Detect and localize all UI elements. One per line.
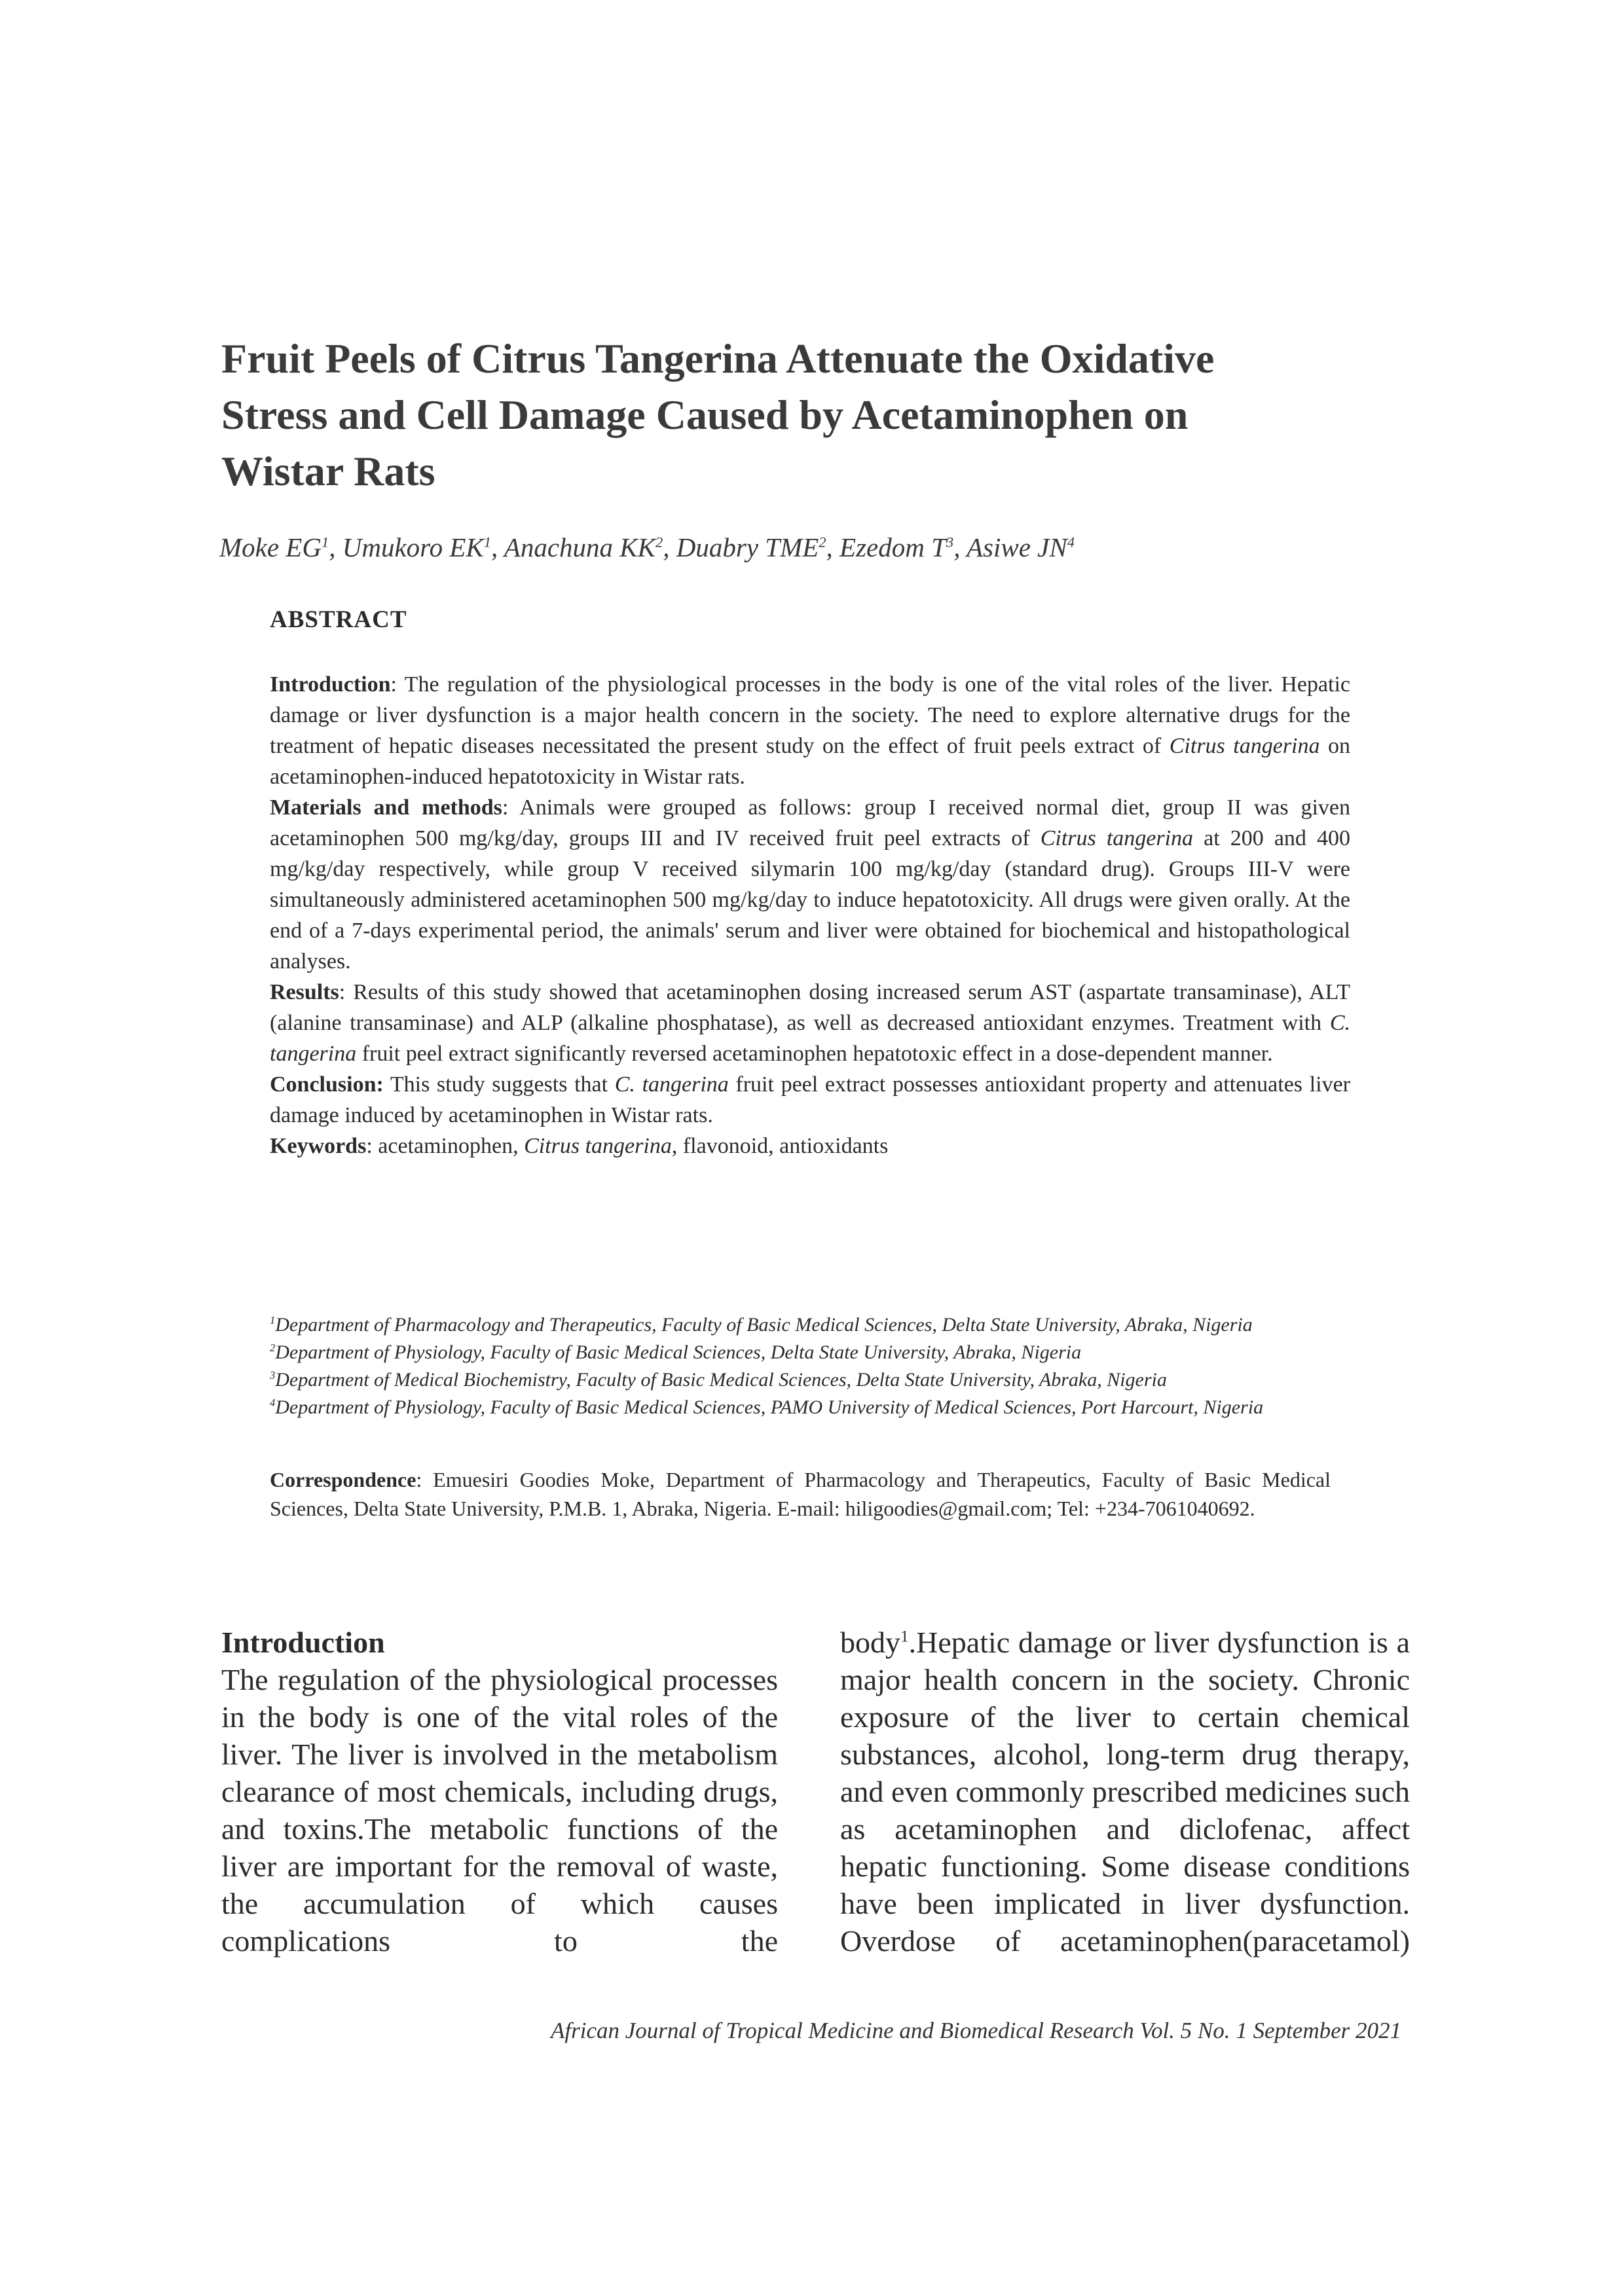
affiliation-mark: 1	[270, 1314, 276, 1326]
author-separator: ,	[663, 532, 676, 562]
author-separator: ,	[953, 532, 967, 562]
abstract-text: : Results of this study showed that acetaminophen dosing increased serum AST (aspartate transaminase), ALT (alanine transaminase) and ALP (alkaline phosphatase), as well as decreased antioxidant enzymes. Treatment with	[270, 980, 1350, 1035]
abstract-text: : The regulation of the physiological processes in the body is one of the vital roles of the liver. Hepatic damage or liver dysfunction is a major health concern in the society. The need to explore alternative drugs for the treatment of hepatic diseases necessitated the present study on the effect of fruit peels extract of	[270, 672, 1350, 758]
abstract-heading: ABSTRACT	[270, 606, 407, 633]
author-affiliation-mark: 3	[946, 534, 954, 551]
affiliation-text: Department of Pharmacology and Therapeutics, Faculty of Basic Medical Sciences, Delta State University, Abraka, Nigeria	[275, 1314, 1253, 1336]
affiliation-mark: 4	[270, 1396, 276, 1409]
body-text: .Hepatic damage or liver dysfunction is a major health concern in the society. Chronic exposure of the liver to certain chemical substances, alcohol, long-term drug therapy, and even commonly prescribed medicines such as acetaminophen and diclofenac, affect hepatic functioning. Some disease conditions have been implicated in liver dysfunction. Overdose of acetaminophen(paracetamol)	[840, 1626, 1410, 1958]
species-name: Citrus tangerina	[1040, 826, 1194, 850]
abstract-keywords	[270, 1131, 1350, 1161]
author-affiliation-mark: 2	[819, 534, 826, 551]
author-name: Duabry TME	[676, 532, 819, 562]
author-affiliation-mark: 2	[655, 534, 663, 551]
body-column-left	[221, 1624, 778, 1959]
author-name: Anachuna KK	[504, 532, 655, 562]
section-label: Keywords	[270, 1134, 367, 1158]
affiliation-mark: 2	[270, 1341, 276, 1354]
species-name: Citrus tangerina	[524, 1134, 672, 1158]
abstract-text: : Animals were grouped as follows: group I received normal diet, group II was given acetaminophen 500 mg/kg/day, groups III and IV received fruit peel extracts of	[270, 795, 1350, 850]
author-affiliation-mark: 1	[321, 534, 329, 551]
author-name: Umukoro EK	[342, 532, 484, 562]
author-separator: ,	[491, 532, 504, 562]
keywords-text: , flavonoid, antioxidants	[671, 1134, 889, 1158]
body-column-right	[840, 1624, 1410, 1959]
affiliation-text: Department of Physiology, Faculty of Basic Medical Sciences, PAMO University of Medical Sciences, Port Harcourt, Nigeria	[275, 1396, 1264, 1418]
abstract-results	[270, 977, 1350, 1069]
abstract-conclusion	[270, 1069, 1350, 1131]
correspondence-label: Correspondence	[270, 1468, 416, 1491]
abstract-text: fruit peel extract significantly reversed acetaminophen hepatotoxic effect in a dose-dependent manner.	[356, 1042, 1273, 1066]
article-title	[221, 331, 1433, 500]
section-label: Introduction	[270, 672, 391, 697]
abstract-body	[270, 669, 1350, 1161]
species-name: Citrus tangerina	[1169, 734, 1320, 758]
keywords-text: : acetaminophen,	[366, 1134, 525, 1158]
section-heading-introduction: Introduction	[221, 1626, 385, 1659]
abstract-text: fruit peel extract possesses antioxidant property and attenuates liver damage induced by acetaminophen in Wistar rats.	[270, 1072, 1350, 1127]
affiliation-item	[270, 1366, 1383, 1394]
body-paragraph: The regulation of the physiological processes in the body is one of the vital roles of the liver. The liver is involved in the metabolism clearance of most chemicals, including drugs, and toxins.The metabolic functions of the liver are important for the removal of waste, the accumulation of which causes complications to the	[221, 1663, 778, 1958]
author-separator: ,	[329, 532, 342, 562]
section-label: Conclusion:	[270, 1072, 384, 1097]
author-name: Asiwe JN	[966, 532, 1067, 562]
section-label: Results	[270, 980, 339, 1004]
body-text: body	[840, 1626, 900, 1659]
journal-footer: African Journal of Tropical Medicine and Biomedical Research Vol. 5 No. 1 September 2021	[551, 2018, 1401, 2043]
author-name: Moke EG	[219, 532, 322, 562]
species-name: C. tangerina	[270, 1011, 1350, 1066]
author-list	[219, 532, 1075, 563]
abstract-text: on acetaminophen-induced hepatotoxicity in Wistar rats.	[270, 734, 1350, 789]
author-affiliation-mark: 1	[483, 534, 492, 551]
author-name: Ezedom T	[840, 532, 946, 562]
section-label: Materials and methods	[270, 795, 502, 820]
correspondence-block	[270, 1465, 1331, 1523]
title-line: Stress and Cell Damage Caused by Acetaminophen on	[221, 392, 1189, 438]
abstract-methods	[270, 792, 1350, 977]
abstract-introduction	[270, 669, 1350, 792]
title-line: Wistar Rats	[221, 448, 435, 494]
abstract-text: This study suggests that	[383, 1072, 615, 1097]
affiliation-mark: 3	[270, 1369, 276, 1381]
affiliation-item	[270, 1311, 1383, 1339]
author-separator: ,	[826, 532, 840, 562]
citation-mark: 1	[900, 1627, 909, 1646]
author-affiliation-mark: 4	[1067, 534, 1075, 551]
correspondence-text: : Emuesiri Goodies Moke, Department of Pharmacology and Therapeutics, Faculty of Basic Medical Sciences, Delta State University, P.M.B. 1, Abraka, Nigeria. E-mail: hiligoodies@gmail.com; Tel: +234-7061040692.	[270, 1468, 1331, 1520]
body-paragraph	[840, 1624, 1410, 1959]
abstract-text: at 200 and 400 mg/kg/day respectively, while group V received silymarin 100 mg/kg/day (standard drug). Groups III-V were simultaneously administered acetaminophen 500 mg/kg/day to induce hepatotoxicity. All drugs were given orally. At the end of a 7-days experimental period, the animals' serum and liver were obtained for biochemical and histopathological analyses.	[270, 826, 1350, 974]
affiliation-text: Department of Physiology, Faculty of Basic Medical Sciences, Delta State University, Abraka, Nigeria	[275, 1341, 1082, 1363]
affiliation-item	[270, 1394, 1383, 1421]
title-line: Fruit Peels of Citrus Tangerina Attenuate the Oxidative	[221, 335, 1215, 382]
species-name: C. tangerina	[614, 1072, 729, 1097]
affiliation-item	[270, 1339, 1383, 1366]
affiliation-text: Department of Medical Biochemistry, Faculty of Basic Medical Sciences, Delta State University, Abraka, Nigeria	[275, 1369, 1167, 1391]
affiliation-list	[270, 1311, 1383, 1421]
